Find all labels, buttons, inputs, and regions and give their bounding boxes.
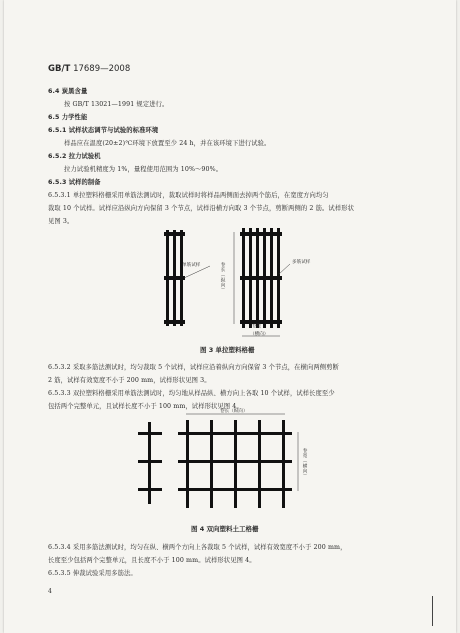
- section-6-4-heading: 6.4 炭黑含量: [48, 88, 88, 95]
- body-text: 裁取 10 个试样。试样应沿纵向方向保留 3 个节点，试样沿横方向取 3 个节点，剪断两侧的 2 筋。试样形状: [48, 205, 355, 212]
- body-text: 6.5.3.4 采用多筋法测试时，均匀在纵、横两个方向上各裁取 5 个试样，试样有效宽度不小于 200 mm，: [48, 544, 347, 551]
- section-6-5-2-heading: 6.5.2 拉力试验机: [48, 153, 101, 160]
- body-text: 2 筋，试样有效宽度不小于 200 mm，试样形状见图 3。: [48, 377, 211, 384]
- body-text: 6.5.3.5 伸裁试验采用多筋法。: [48, 570, 137, 577]
- body-text: 长度至少包括两个完整单元，且长度不小于 100 mm。试样形状见图 4。: [48, 557, 256, 564]
- body-text: 见图 3。: [48, 218, 74, 225]
- fig4-width-label: 卷宽（横向）: [302, 448, 307, 479]
- figure-4-caption: 图 4 双向塑料土工格栅: [191, 525, 259, 533]
- fig3-single-rib-label: 单筋试样: [182, 263, 201, 268]
- section-6-5-3-heading: 6.5.3 试样的制备: [48, 179, 101, 186]
- fig3-multi-rib-label: 多筋试样: [292, 260, 311, 265]
- standard-header: [48, 64, 130, 74]
- body-text: 样品应在温度(20±2)℃环境下放置至少 24 h，并在该环境下进行试验。: [64, 140, 271, 147]
- fig3-width-label: 卷宽: [252, 324, 262, 329]
- page-number: 4: [48, 588, 52, 595]
- section-6-5-1-heading: 6.5.1 试样状态调节与试验的标准环境: [48, 127, 159, 134]
- body-text: 包括两个完整单元，且试样长度不小于 100 mm，试样形状见图 4。: [48, 403, 243, 410]
- document-page: [4, 0, 456, 633]
- section-6-5-heading: 6.5 力学性能: [48, 114, 88, 121]
- body-text: 6.5.3.2 采取多筋法测试时，均匀裁取 5 个试样，试样应沿着纵向方向保留 3 个节点，在横向两侧剪断: [48, 364, 339, 371]
- standard-code: GB/T: [48, 64, 71, 74]
- figure-3-caption: 图 3 单拉塑料格栅: [200, 346, 255, 354]
- fig4-length-label: 卷长（纵向）: [220, 409, 248, 414]
- figure-3-diagram: [154, 226, 344, 350]
- margin-rule: [432, 596, 433, 626]
- body-text: 6.5.3.3 双拉塑料格栅采用单筋法测试时，均匀地从样品纵、横方向上各取 10 个试样，试样长度至少: [48, 390, 335, 397]
- body-text: 6.5.3.1 单拉塑料格栅采用单筋法测试时，裁取试样时将样品两侧面去掉两个筋后，在宽度方向均匀: [48, 192, 329, 199]
- body-text: 按 GB/T 13021—1991 规定进行。: [64, 101, 169, 108]
- fig3-width-dir-label: （横向）: [250, 332, 269, 337]
- standard-number: 17689—2008: [73, 64, 131, 74]
- body-text: 拉力试验机精度为 1%，量程使用范围为 10%～90%。: [64, 166, 223, 173]
- fig3-length-label: 卷长（纵向）: [220, 262, 225, 293]
